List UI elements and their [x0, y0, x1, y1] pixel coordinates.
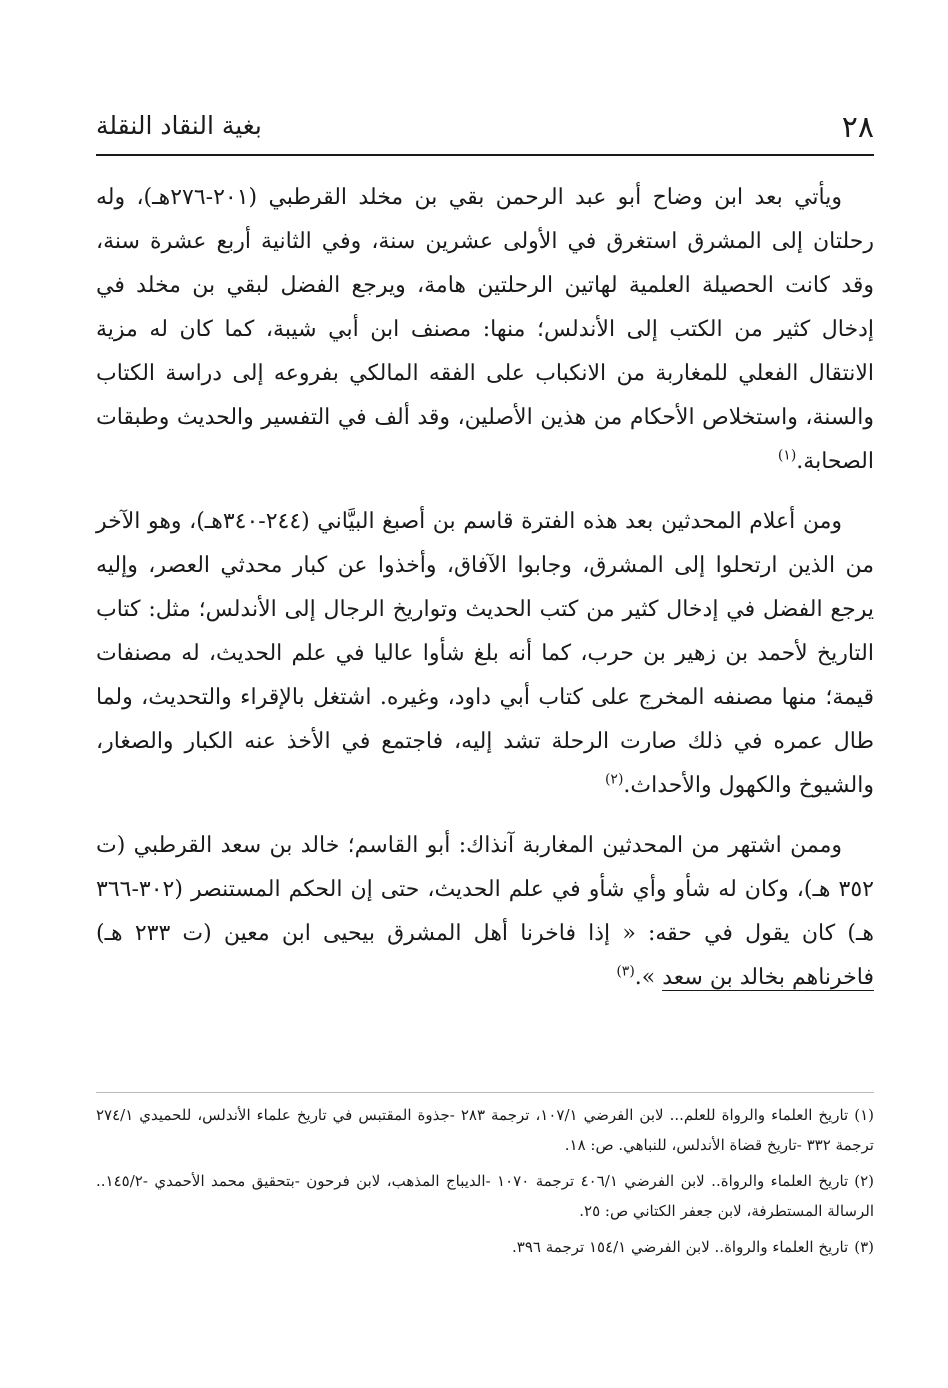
footnote-divider [96, 1092, 874, 1093]
paragraph [96, 824, 874, 1000]
footnote [96, 1232, 874, 1262]
footnote-reference: (٢) [604, 771, 624, 788]
page-number: ٢٨ [841, 110, 874, 145]
footnote-number: (٢) [854, 1172, 874, 1190]
underlined-quote: فاخرناهم بخالد بن سعد [662, 965, 874, 990]
paragraph-text-end: ». [634, 965, 663, 990]
footnote-text: تاريخ العلماء والرواة.. لابن الفرضي ١٥٤/١ ترجمة ٣٩٦. [512, 1238, 849, 1256]
footnote-text: تاريخ العلماء والرواة للعلم... لابن الفرضي ١٠٧/١، ترجمة ٢٨٣ -جذوة المقتبس في تاريخ علماء الأندلس، للحميدي ٢٧٤/١ ترجمة ٣٣٢ -تاريخ قضاة الأندلس، للنباهي. ص: ١٨. [96, 1106, 874, 1154]
footnote-text: تاريخ العلماء والرواة.. لابن الفرضي ٤٠٦/١ ترجمة ١٠٧٠ -الديباج المذهب، لابن فرحون -بتحقيق محمد الأحمدي -١٤٥/٢.. الرسالة المستطرفة، لابن جعفر الكتاني ص: ٢٥. [96, 1172, 874, 1220]
paragraph-text: وممن اشتهر من المحدثين المغاربة آنذاك: أبو القاسم؛ خالد بن سعد القرطبي (ت ٣٥٢ هـ)، وكان له شأو وأي شأو في علم الحديث، حتى إن الحكم المستنصر (٣٠٢-٣٦٦ هـ) كان يقول في حقه: « إذا فاخرنا أهل المشرق بيحيى ابن معين (ت ٢٣٣ هـ) [96, 833, 875, 946]
running-title: بغية النقاد النقلة [96, 111, 262, 140]
paragraph-text: ويأتي بعد ابن وضاح أبو عبد الرحمن بقي بن مخلد القرطبي (٢٠١-٢٧٦هـ)، وله رحلتان إلى المشرق استغرق في الأولى عشرين سنة، وفي الثانية أربع عشرة سنة، وقد كانت الحصيلة العلمية لهاتين الرحلتين هامة، ويرجع الفضل لبقي بن مخلد في إدخال كثير من الكتب إلى الأندلس؛ منها: مصنف ابن أبي شيبة، كما كان له مزية الانتقال الفعلي للمغاربة من الانكباب على الفقه المالكي بفروعه إلى دراسة الكتاب والسنة، واستخلاص الأحكام من هذين الأصلين، وقد ألف في التفسير والحديث وطبقات الصحابة. [96, 185, 874, 474]
paragraph [96, 176, 874, 484]
footnote-number: (٣) [854, 1238, 874, 1256]
footnote-reference: (٣) [616, 963, 635, 980]
paragraph [96, 500, 874, 808]
footnote-reference: (١) [777, 447, 797, 464]
footnote-number: (١) [854, 1106, 874, 1124]
paragraph-text: ومن أعلام المحدثين بعد هذه الفترة قاسم بن أصبغ البيَّاني (٢٤٤-٣٤٠هـ)، وهو الآخر من الذين ارتحلوا إلى المشرق، وجابوا الآفاق، وأخذوا عن كبار محدثي العصر، وإليه يرجع الفضل في إدخال كثير من كتب الحديث وتواريخ الرجال إلى الأندلس؛ مثل: كتاب التاريخ لأحمد بن زهير بن حرب، كما أنه بلغ شأوا عاليا في علم الحديث، له مصنفات قيمة؛ منها مصنفه المخرج على كتاب أبي داود، وغيره. اشتغل بالإقراء والتحديث، ولما طال عمره في ذلك صارت الرحلة تشد إليه، فاجتمع في الأخذ عنه الكبار والصغار، والشيوخ والكهول والأحداث. [96, 509, 874, 798]
footnote [96, 1166, 874, 1226]
main-text [96, 176, 874, 1016]
footnotes [96, 1100, 874, 1268]
page-header [96, 100, 874, 156]
footnote [96, 1100, 874, 1160]
